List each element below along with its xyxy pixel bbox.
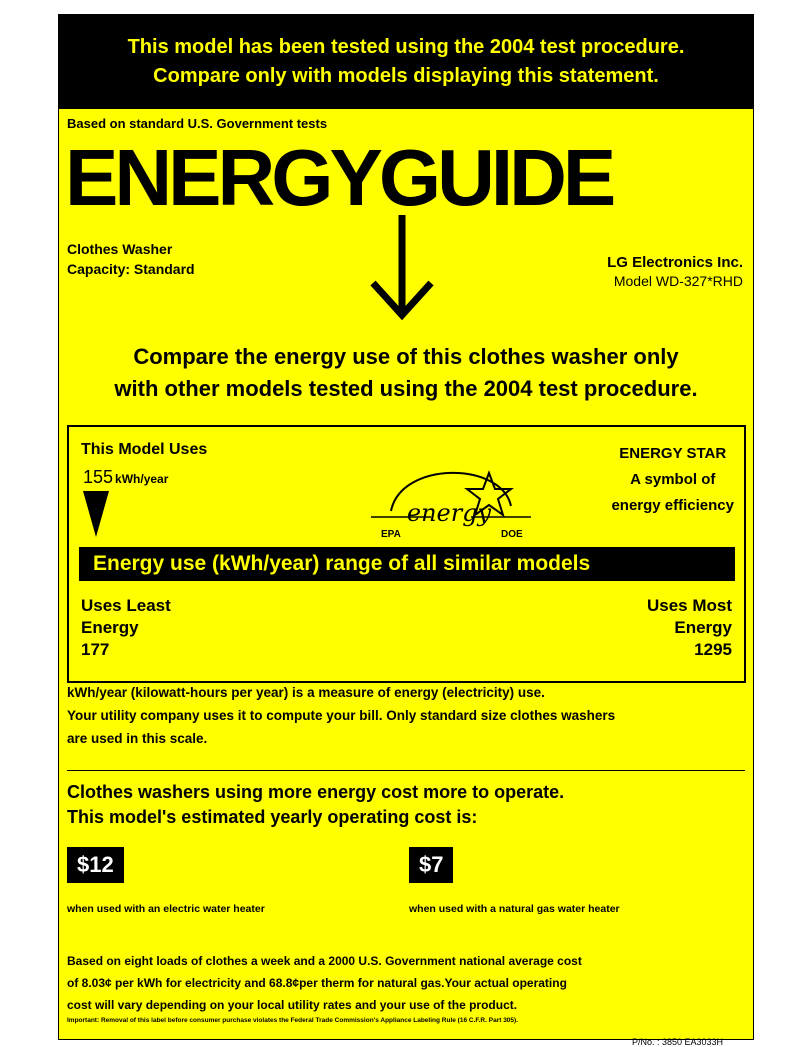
- uses-most-value: 1295: [694, 640, 732, 659]
- appliance-capacity: Capacity: Standard: [67, 261, 195, 277]
- header-line-1: This model has been tested using the 2004 test procedure.: [127, 36, 685, 58]
- uses-least-label-2: Energy: [81, 618, 139, 637]
- appliance-info: [67, 239, 195, 279]
- energy-star-logo-word: energy: [406, 499, 492, 527]
- range-title-bar: Energy use (kWh/year) range of all similar models: [79, 547, 735, 581]
- uses-most-label-2: Energy: [674, 618, 732, 637]
- energyguide-label: [58, 14, 754, 1047]
- kwh-value: [83, 467, 168, 488]
- kwh-unit: kWh/year: [115, 472, 169, 486]
- cost-line-1: Clothes washers using more energy cost more to operate.: [67, 782, 565, 802]
- brand-title: ENERGYGUIDE: [65, 133, 613, 222]
- manufacturer: LG Electronics Inc.: [607, 254, 743, 271]
- gas-cost-value: $7: [409, 847, 453, 883]
- basis-line-3: cost will vary depending on your local utility rates and your use of the product.: [67, 998, 518, 1012]
- compare-line-2: with other models tested using the 2004 test procedure.: [114, 376, 698, 401]
- compare-line-1: Compare the energy use of this clothes washer only: [133, 344, 679, 369]
- energy-use-box: [67, 425, 746, 683]
- gov-tests-note: Based on standard U.S. Government tests: [67, 116, 328, 131]
- explanation-line-3: are used in this scale.: [67, 731, 208, 746]
- this-model-uses-heading: This Model Uses: [81, 441, 208, 458]
- energy-star-logo-icon: [361, 451, 541, 541]
- cost-line-2: This model's estimated yearly operating cost is:: [67, 807, 478, 827]
- basis-line-1: Based on eight loads of clothes a week and a 2000 U.S. Government national average cost: [67, 954, 582, 968]
- uses-least-label-1: Uses Least: [81, 596, 171, 615]
- kwh-explanation: [67, 681, 747, 750]
- electric-cost-caption: when used with an electric water heater: [67, 903, 265, 915]
- part-number: P/No. : 3850 EA3033H: [631, 1037, 723, 1047]
- epa-mark: EPA: [381, 529, 401, 540]
- gas-cost-caption: when used with a natural gas water heater: [409, 903, 620, 915]
- energy-star-caption: [611, 441, 734, 519]
- explanation-line-1: kWh/year (kilowatt-hours per year) is a measure of energy (electricity) use.: [67, 685, 545, 700]
- cost-basis: [67, 950, 747, 1016]
- appliance-type: Clothes Washer: [67, 241, 173, 257]
- down-arrow-icon: [367, 215, 437, 325]
- uses-most-label-1: Uses Most: [646, 596, 732, 615]
- energy-star-line-2: A symbol of: [630, 471, 716, 488]
- divider: [67, 770, 745, 771]
- header-bar: [59, 15, 753, 109]
- electric-cost-value: $12: [67, 847, 124, 883]
- compare-statement: [59, 341, 753, 405]
- basis-line-2: of 8.03¢ per kWh for electricity and 68.8¢per therm for natural gas.Your actual operating: [67, 976, 567, 990]
- uses-least-value: 177: [81, 640, 110, 659]
- model-number: Model WD-327*RHD: [613, 273, 743, 289]
- energy-star-line-1: ENERGY STAR: [619, 445, 727, 462]
- kwh-number: 155: [83, 467, 114, 487]
- energy-star-line-3: energy efficiency: [611, 497, 734, 514]
- cost-heading: [67, 780, 564, 830]
- usage-pointer-icon: [83, 491, 109, 537]
- header-line-2: Compare only with models displaying this statement.: [153, 65, 659, 87]
- explanation-line-2: Your utility company uses it to compute your bill. Only standard size clothes washers: [67, 708, 616, 723]
- important-notice: Important: Removal of this label before consumer purchase violates the Federal Trade Commission's Appliance Labeling Rule (16 C.F.R. Part 305).: [67, 1017, 519, 1024]
- uses-most: [647, 595, 732, 661]
- doe-mark: DOE: [501, 529, 523, 540]
- uses-least: [81, 595, 171, 661]
